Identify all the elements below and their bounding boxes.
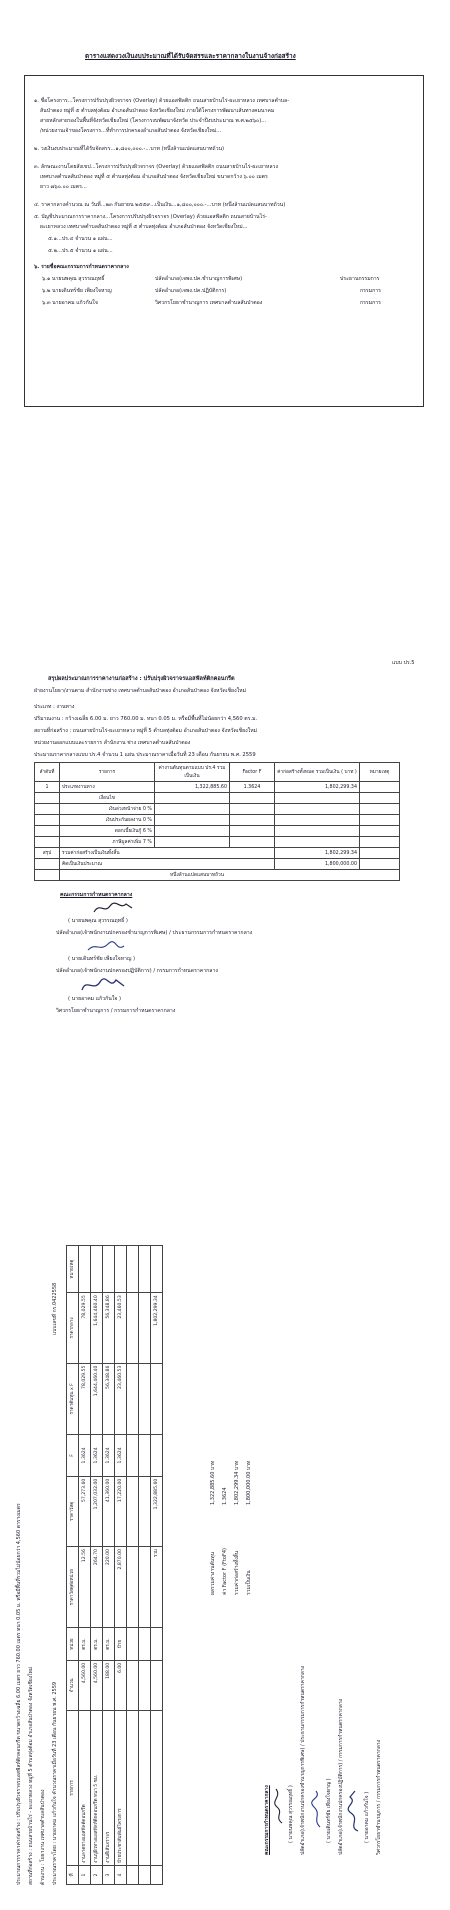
- table-cell: งานตีเส้นจราจร: [103, 1711, 115, 1866]
- table-cell: [91, 1246, 103, 1293]
- summary-row: [35, 870, 400, 881]
- work-desc-line1: ๓. ลักษณะงานโดยสังเขป...โครงการปรับปรุงผิวจราจร (Overlay) ด้วยแอสฟัลติก ถนนสายบ้านไร่-ผะเยาหลวง: [34, 164, 278, 170]
- estimate-list-line2: ผะเยาหลวง เทศบาลตำบลสันป่าตอง หมู่ที่ ๕ ตำบลทุ่งต้อม อำเภอสันป่าตอง จังหวัดเชียงใหม่...: [40, 224, 248, 230]
- committee-heading: คณะกรรมการกำหนดราคากลาง: [60, 892, 133, 898]
- table-cell: [360, 782, 400, 793]
- table-header-cell: หมายเหตุ: [67, 1246, 79, 1293]
- table-cell: ป้ายประชาสัมพันธ์โครงการ: [115, 1711, 127, 1866]
- signature-3: [346, 1789, 362, 1833]
- table-row: [91, 1246, 103, 1885]
- signer-2-position: ปลัดอำเภอ(เจ้าพนักงานปกครองปฏิบัติการ) / กรรมการกำหนดราคากลาง: [56, 968, 218, 974]
- amount-in-words: หนึ่งล้านแปดแสนบาทถ้วน: [60, 870, 400, 881]
- table-cell: ตร.ม.: [91, 1628, 103, 1660]
- table-row: [35, 782, 400, 793]
- table-header-cell: รายการ: [60, 763, 155, 782]
- grand-total-value: 1,800,000.00 บาท: [246, 1460, 252, 1505]
- table-cell: งานลาดยางแอสฟัลต์คอนกรีต: [79, 1711, 91, 1866]
- committee-member-1-role: ประธานกรรมการ: [340, 276, 380, 282]
- table-cell: งานปูผิวทางแอสฟัลท์ติกคอนกรีต หนา 5 ซม.: [91, 1711, 103, 1866]
- construction-site: สถานที่ก่อสร้าง : ถนนสายบ้านไร่-ผะเยาหลวง หมู่ที่ 5 ตำบลทุ่งต้อม อำเภอสันป่าตอง จังหวัดเชียงใหม่: [34, 728, 258, 734]
- page-pr5-summary: [0, 660, 450, 1160]
- table-cell: 2,870.00: [115, 1547, 127, 1628]
- table-header-cell: F: [67, 1435, 79, 1477]
- summary-table: [34, 762, 400, 881]
- table-cell: 57,273.60: [79, 1476, 91, 1546]
- signer-3-name: ( นายอาคม แก้วกันใจ ): [364, 1791, 370, 1843]
- sum-cost-label: ผลรวมค่างานต้นทุน: [210, 1552, 216, 1595]
- rounded-value: 1,800,000.00: [275, 859, 360, 870]
- committee-member-2-role: กรรมการ: [360, 288, 381, 294]
- signer-1-position: ปลัดอำเภอ(เจ้าพนักงานปกครองชำนาญการพิเศษ) / ประธานกรรมการกำหนดราคากลาง: [300, 1665, 306, 1855]
- table-header-cell: หน่วย: [67, 1628, 79, 1660]
- summary-row: [35, 859, 400, 870]
- total-row: [151, 1246, 163, 1885]
- table-cell: 188.00: [103, 1660, 115, 1710]
- table-cell: 4,560.00: [79, 1660, 91, 1710]
- table-cell: ตร.ม.: [79, 1628, 91, 1660]
- total-cost: 1,322,885.60: [151, 1476, 163, 1546]
- table-row: [35, 826, 400, 837]
- condition-item: เงินประกันผลงาน 0 %: [60, 815, 155, 826]
- table-cell: 3: [103, 1866, 115, 1885]
- table-cell: 23,460.53: [115, 1363, 127, 1435]
- table-header-cell: รายการ: [67, 1711, 79, 1866]
- table-cell: 220.00: [103, 1547, 115, 1628]
- table-header-cell: หมายเหตุ: [360, 763, 400, 782]
- committee-member-1-name: ๖.๑ นายนพคุณ สุวรรณฤทธิ์: [42, 276, 105, 282]
- department: ฝ่ายงานโยธา/งานตาม สำนักงานช่าง เทศบาลตำบลสันป่าตอง อำเภอสันป่าตอง จังหวัดเชียงใหม่: [34, 688, 246, 694]
- table-cell: 4,560.00: [91, 1660, 103, 1710]
- table-row: [35, 804, 400, 815]
- table-cell: 1.3624: [103, 1435, 115, 1477]
- table-cell: 41,360.00: [103, 1476, 115, 1546]
- table-header-cell: Factor F: [230, 763, 275, 782]
- table-header-cell: ค่าก่อสร้างทั้งหมด รวมเป็นเงิน ( บาท ): [275, 763, 360, 782]
- table-cell: 23,460.53: [115, 1293, 127, 1363]
- form-pr5-count: ๕.๒...ปร.๕ จำนวน ๑ แผ่น...: [48, 248, 113, 254]
- sum-cost-value: 1,322,885.60 บาท: [210, 1460, 216, 1505]
- table-row: [115, 1246, 127, 1885]
- budget-allocated: ๒. วงเงินงบประมาณที่ได้รับจัดสรร...๑,๘๐๐,๐๐๐.-...บาท (หนึ่งล้านแปดแสนบาทถ้วน): [34, 146, 225, 152]
- median-price-date: ๔. ราคากลางคำนวณ ณ วันที่...๒๓ กันยายน ๒๕๕๙...เป็นเงิน...๑,๘๐๐,๐๐๐.-...บาท (หนึ่งล้านแปดแสนบาทถ้วน): [34, 202, 286, 208]
- signature-3: [80, 976, 126, 994]
- estimate-date: ประมาณราคากลางแบบ ปร.4 จำนวน 1 แผ่น ประมาณราคาเมื่อวันที่ 23 เดือน กันยายน พ.ศ. 2559: [34, 752, 256, 758]
- estimate-site: สถานที่ก่อสร้าง : ถนนสายบ้านไร่ - ผะเยาหลวง หมู่ที่ 5 ตำบลทุ่งต้อม อำเภอสันป่าตอง จังหวัดเชียงใหม่: [28, 1666, 34, 1885]
- committee-member-3-name: ๖.๓ นายอาคม แก้วกันใจ: [42, 300, 98, 306]
- table-cell: [79, 1246, 91, 1293]
- table-cell: 12.56: [79, 1547, 91, 1628]
- project-name-line1: ๑. ชื่อโครงการ...โครงการปรับปรุงผิวจราจร (Overlay) ด้วยแอสฟัลติก ถนนสายบ้านไร่-ผะเยาหลวง เทศบาลตำบล-: [34, 98, 290, 104]
- table-header-cell: ที่: [67, 1866, 79, 1885]
- table-cell: 264.70: [91, 1547, 103, 1628]
- factor-label: ค่า Factor F (FtoF4): [222, 1548, 228, 1595]
- estimate-list-line1: ๕. บัญชีประมาณการราคากลาง...โครงการปรับปรุงผิวจราจร (Overlay) ด้วยแอสฟัลติก ถนนสายบ้านไร่-: [34, 214, 267, 220]
- summary-row: [35, 848, 400, 859]
- grand-total-label: รวมเป็นเงิน: [246, 1570, 252, 1595]
- form-pr4-count: ๕.๑...ปร.๔ จำนวน ๑ แผ่น...: [48, 236, 113, 242]
- project-name-line2: สันป่าตอง หมู่ที่ ๕ ตำบลทุ่งต้อม อำเภอสันป่าตอง จังหวัดเชียงใหม่ ภายใต้โครงการพัฒนาเส้นทางคมนาคม: [40, 108, 275, 114]
- estimator: ประมาณราคาโดย : นายอาคม แก้วกันใจ คำนวณราคาเมื่อวันที่ 23 เดือน กันยายน พ.ศ. 2559: [52, 1681, 58, 1885]
- table-cell: 1,644,460.40: [91, 1293, 103, 1363]
- rotated-estimate-sheet: [10, 1195, 440, 1895]
- committee-member-3-position: วิศวกรโยธาชำนาญการ เทศบาลตำบลสันป่าตอง: [155, 300, 263, 306]
- table-row: [35, 815, 400, 826]
- table-cell: 1,802,299.34: [275, 782, 360, 793]
- table-cell: 17,220.00: [115, 1476, 127, 1546]
- table-row: [35, 837, 400, 848]
- table-cell: ประเภทงานทาง: [60, 782, 155, 793]
- signer-2-name: ( นายเดินทร์ชัย เพียงใจหาญ ): [68, 956, 136, 962]
- estimate-table: [66, 1245, 163, 1885]
- construction-total-value: 1,802,299.34 บาท: [234, 1460, 240, 1505]
- table-cell: 1,322,885.60: [155, 782, 230, 793]
- table-cell: 2: [91, 1866, 103, 1885]
- table-cell: 1.3624: [91, 1435, 103, 1477]
- table-header-cell: ราคาวัสดุ: [67, 1476, 79, 1546]
- table-cell: 1.3624: [115, 1435, 127, 1477]
- page-budget-summary: [0, 0, 450, 640]
- table-row: [127, 1246, 139, 1885]
- signer-3-position: วิศวกรโยธาชำนาญการ / กรรมการกำหนดราคากลาง: [376, 1739, 382, 1855]
- committee-heading: ๖. รายชื่อคณะกรรมการกำหนดราคากลาง: [34, 264, 129, 270]
- estimate-title: ประมาณการราคาค่าก่อสร้าง : ปรับปรุงผิวจราจรแอสฟัลท์ติกคอนกรีต ขนาดกว้างเฉลี่ย 6.00 เมตร ยาว 760.00 เมตร หนา 0.05 ม. หรือมีพื้นที่รวมไม่น้อยกว่า 4,560 ตารางเมตร: [16, 1503, 22, 1885]
- table-row: [79, 1246, 91, 1885]
- table-row: [139, 1246, 151, 1885]
- signer-1-name: ( นายนพคุณ สุวรรณฤทธิ์ ): [288, 1785, 294, 1843]
- construction-total-label: รวมค่าก่อสร้างทั้งสิ้น: [234, 1550, 240, 1595]
- signer-1-position: ปลัดอำเภอ(เจ้าพนักงานปกครองชำนาญการพิเศษ) / ประธานกรรมการกำหนดราคากลาง: [56, 930, 253, 936]
- design-unit: หน่วยงานออกแบบและรายการ สำนักงาน ช่าง เทศบาลตำบลสันป่าตอง: [34, 740, 191, 746]
- table-cell: 1,207,032.00: [91, 1476, 103, 1546]
- table-cell: 4: [115, 1866, 127, 1885]
- table-cell: 78,029.55: [79, 1363, 91, 1435]
- rounded-label: คิดเป็นเงินประมาณ: [60, 859, 275, 870]
- signature-1: [272, 1785, 286, 1825]
- total-label: รวมค่าก่อสร้างเป็นเงินทั้งสิ้น: [60, 848, 275, 859]
- table-cell: 1: [35, 782, 60, 793]
- work-type: ประเภท : งานทาง: [34, 704, 75, 710]
- summary-label: สรุป: [35, 848, 60, 859]
- signer-1-name: ( นายนพคุณ สุวรรณฤทธิ์ ): [68, 918, 128, 924]
- table-header-cell: ค่างานต้นทุนตามแบบ ปร.4 รวมเป็นเงิน: [155, 763, 230, 782]
- total-value: 1,802,299.34: [275, 848, 360, 859]
- table-header-cell: ราคาต้นทุน x F: [67, 1363, 79, 1435]
- signature-1: [92, 900, 136, 916]
- committee-member-2-position: ปลัดอำเภอ(เจพง.ปค.ปฏิบัติการ): [155, 288, 227, 294]
- work-scope: ปริมาณงาน : กว้างเฉลี่ย 6.00 ม. ยาว 760.00 ม. หนา 0.05 ม. หรือมีพื้นที่ไม่น้อยกว่า 4,560 ตร.ม.: [34, 716, 258, 722]
- estimate-unit: ด้านงาน : โยธางาน เทศบาลตำบลสันป่าตอง: [40, 1789, 46, 1885]
- signer-3-position: วิศวกรโยธาชำนาญการ / กรรมการกำหนดราคากลาง: [56, 1008, 176, 1014]
- condition-item: ภาษีมูลค่าเพิ่ม 7 %: [60, 837, 155, 848]
- signature-2: [86, 940, 126, 954]
- committee-member-2-name: ๖.๒ นายเดินทร์ชัย เพียงใจหาญ: [42, 288, 112, 294]
- table-cell: 1.3624: [230, 782, 275, 793]
- table-cell: 1,644,460.40: [91, 1363, 103, 1435]
- table-header-cell: จำนวน: [67, 1660, 79, 1710]
- signer-2-name: ( นายเดินทร์ชัย เพียงใจหาญ ): [326, 1778, 332, 1843]
- form-ref: แบบเลขที่ กร.0422558: [52, 1282, 58, 1335]
- project-name-line3: สายหลักสายรองในพื้นที่จังหวัดเชียงใหม่ (โครงการงบพัฒนาจังหวัด ประจำปีงบประมาณ พ.ศ.๒๕๖๐)...: [40, 118, 267, 124]
- table-cell: ตร.ม.: [103, 1628, 115, 1660]
- work-desc-line3: ยาว ๗๖๐.๐๐ เมตร...: [40, 184, 87, 190]
- total-price: 1,802,299.34: [151, 1293, 163, 1363]
- condition-item: ดอกเบี้ยเงินกู้ 6 %: [60, 826, 155, 837]
- table-cell: ป้าย: [115, 1628, 127, 1660]
- page-title: ตารางแสดงวงเงินงบประมาณที่ได้รับจัดสรรและราคากลางในงานจ้างก่อสร้าง: [85, 52, 296, 60]
- table-cell: 56,348.86: [103, 1293, 115, 1363]
- committee-member-3-role: กรรมการ: [360, 300, 381, 306]
- table-cell: 78,029.55: [79, 1293, 91, 1363]
- page-pr4-estimate: [0, 1180, 450, 1910]
- table-row: [103, 1246, 115, 1885]
- factor-value: 1.3624: [222, 1487, 228, 1505]
- condition-item: เงินล่วงหน้าจ่าย 0 %: [60, 804, 155, 815]
- work-desc-line2: เทศบาลตำบลสันป่าตอง หมู่ที่ ๕ ตำบลทุ่งต้อม อำเภอสันป่าตอง จังหวัดเชียงใหม่ ขนาดกว้าง ๖.๐๐ เมตร: [40, 174, 268, 180]
- table-cell: 1.3624: [79, 1435, 91, 1477]
- table-cell: [115, 1246, 127, 1293]
- table-row: [35, 793, 400, 804]
- table-cell: [103, 1246, 115, 1293]
- condition-label: เงื่อนไข: [60, 793, 155, 804]
- table-cell: 56,348.86: [103, 1363, 115, 1435]
- signer-2-position: ปลัดอำเภอ(เจ้าพนักงานปกครองปฏิบัติการ) / กรรมการกำหนดราคากลาง: [338, 1698, 344, 1855]
- committee-heading: คณะกรรมการกำหนดราคากลาง: [264, 1785, 270, 1855]
- summary-title: สรุปผลประมาณการราคางานก่อสร้าง : ปรับปรุงผิวจราจรแอสฟัลท์ติกคอนกรีต: [48, 676, 235, 682]
- table-header-cell: ราคากลาง: [67, 1293, 79, 1363]
- project-owner: /หน่วยงานเจ้าของโครงการ...ที่ทำการปกครองอำเภอสันป่าตอง จังหวัดเชียงใหม่...: [40, 128, 222, 134]
- table-header-cell: ราคาวัสดุต่อหน่วย: [67, 1547, 79, 1628]
- committee-member-1-position: ปลัดอำเภอ(เจพง.ปค.ชำนาญการพิเศษ): [155, 276, 243, 282]
- table-cell: 6.00: [115, 1660, 127, 1710]
- table-cell: 1: [79, 1866, 91, 1885]
- form-number: แบบ ปร.5: [392, 660, 415, 666]
- signature-2: [310, 1789, 324, 1829]
- table-header-row: [35, 763, 400, 782]
- total-label: รวม: [151, 1547, 163, 1628]
- table-header-cell: ลำดับที่: [35, 763, 60, 782]
- table-header-row: [67, 1246, 79, 1885]
- signer-3-name: ( นายอาคม แก้วกันใจ ): [68, 996, 122, 1002]
